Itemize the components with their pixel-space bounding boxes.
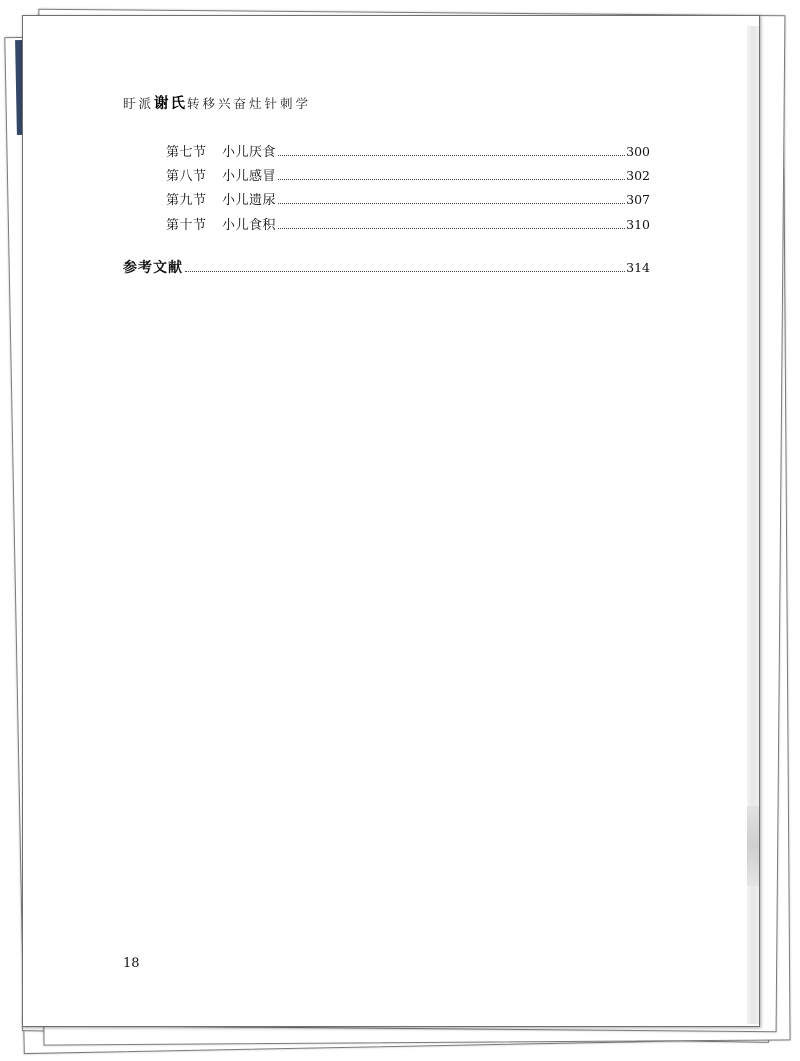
toc-entry[interactable] (166, 165, 650, 183)
toc-section-number: 第十节 (166, 218, 207, 233)
toc-section-number: 第九节 (166, 193, 207, 208)
toc-entry[interactable] (166, 189, 650, 207)
document-page (22, 15, 760, 1027)
toc-leader-dots (278, 228, 625, 229)
toc-section-number: 第七节 (166, 145, 207, 160)
toc-entry-references[interactable] (123, 257, 650, 275)
toc-leader-dots (278, 155, 625, 156)
header-suffix: 转移兴奋灶针刺学 (187, 96, 312, 111)
header-prefix: 盱派 (123, 96, 155, 111)
toc-page-number: 300 (626, 144, 650, 159)
toc-page-number: 302 (626, 168, 650, 183)
toc-section-title: 小儿厌食 (222, 145, 277, 160)
page-folio-number: 18 (123, 956, 140, 971)
toc-page-number: 310 (626, 217, 650, 232)
toc-page-number: 307 (626, 192, 650, 207)
toc-section-title: 小儿感冒 (222, 169, 277, 184)
toc-leader-dots (185, 271, 625, 272)
header-emphasis: 谢氏 (154, 95, 188, 112)
table-of-contents (23, 16, 759, 316)
toc-section-title: 小儿遗尿 (222, 193, 277, 208)
toc-section-number: 第八节 (166, 169, 207, 184)
toc-entry[interactable] (166, 141, 650, 159)
toc-references-title: 参考文献 (123, 260, 183, 276)
toc-leader-dots (278, 179, 625, 180)
toc-section-title: 小儿食积 (222, 218, 277, 233)
toc-entry[interactable] (166, 214, 650, 232)
toc-leader-dots (278, 203, 625, 204)
toc-page-number: 314 (626, 260, 650, 275)
